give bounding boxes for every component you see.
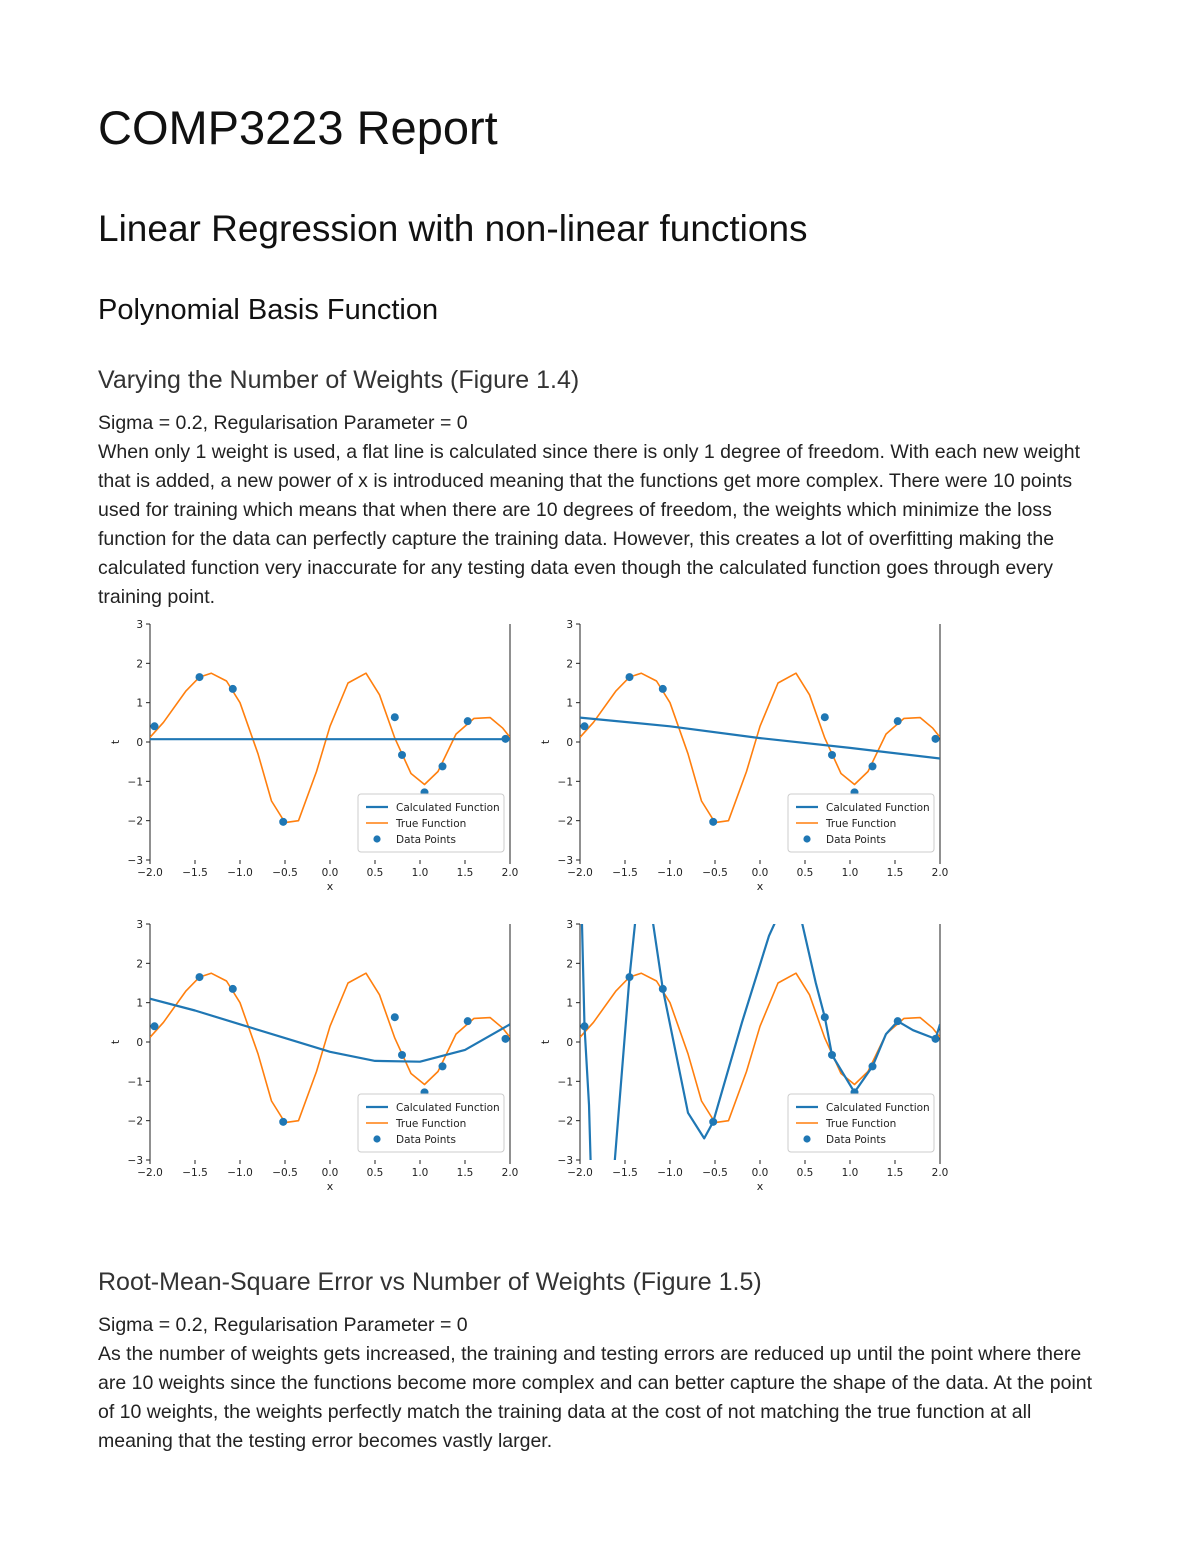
x-tick-label: 0.0	[321, 867, 339, 879]
data-point	[932, 735, 940, 743]
data-point	[869, 762, 877, 770]
x-tick-label: −2.0	[567, 1167, 593, 1179]
paragraph-rms: As the number of weights gets increased, the training and testing errors are reduced up until the point where there are 10 weights since the functions become more complex and can better capture the shape of the data. At the point of 10 weights, the weights perfectly match the training data at the cost of not matching the true function at all meaning that the testing error becomes vastly larger.	[98, 1343, 1093, 1452]
chart-weights-2	[530, 612, 960, 902]
x-tick-label: 1.5	[886, 1167, 904, 1179]
x-tick-label: 0.5	[366, 867, 384, 879]
data-point	[196, 673, 204, 681]
x-tick-label: 2.0	[931, 1167, 949, 1179]
x-tick-label: 1.5	[456, 867, 474, 879]
y-tick-label: 0	[136, 737, 143, 749]
x-tick-label: −1.5	[612, 867, 638, 879]
legend-label: Calculated Function	[826, 1102, 930, 1114]
y-tick-label: −2	[557, 1115, 573, 1128]
x-tick-label: −1.5	[182, 867, 208, 879]
y-tick-label: −1	[557, 1076, 573, 1089]
x-tick-label: −2.0	[137, 867, 163, 879]
data-point	[151, 722, 159, 730]
data-point	[828, 1051, 836, 1059]
x-tick-label: 1.0	[411, 1167, 429, 1179]
x-tick-label: −1.0	[657, 867, 683, 879]
y-tick-label: 0	[566, 737, 573, 749]
data-point	[581, 722, 589, 730]
x-tick-label: 1.0	[841, 1167, 859, 1179]
y-tick-label: 1	[566, 697, 573, 710]
data-point	[151, 1022, 159, 1030]
legend-swatch-points	[373, 1135, 380, 1142]
params-weights: Sigma = 0.2, Regularisation Parameter = 0	[98, 412, 468, 434]
y-tick-label: 3	[566, 919, 573, 931]
chart-weights-4	[530, 912, 960, 1202]
legend-swatch-points	[803, 835, 810, 842]
document-title: COMP3223 Report	[98, 101, 498, 154]
data-point	[869, 1062, 877, 1070]
data-point	[391, 1013, 399, 1021]
y-tick-label: −3	[127, 855, 143, 867]
data-point	[659, 985, 667, 993]
x-tick-label: −2.0	[567, 867, 593, 879]
heading-varying-weights: Varying the Number of Weights (Figure 1.4)	[98, 366, 580, 394]
y-tick-label: −2	[557, 815, 573, 828]
legend-label: True Function	[826, 818, 897, 830]
data-point	[932, 1035, 940, 1043]
y-tick-label: −3	[557, 1155, 573, 1167]
heading-rms: Root-Mean-Square Error vs Number of Weights (Figure 1.5)	[98, 1268, 762, 1296]
x-tick-label: 0.0	[751, 1167, 769, 1179]
legend-label: True Function	[826, 1118, 897, 1130]
x-tick-label: −1.0	[227, 1167, 253, 1179]
data-point	[659, 685, 667, 693]
data-point	[821, 713, 829, 721]
x-tick-label: 2.0	[501, 867, 519, 879]
x-tick-label: 1.0	[411, 867, 429, 879]
data-point	[709, 818, 717, 826]
x-axis-label: x	[756, 1180, 764, 1193]
x-tick-label: 0.0	[751, 867, 769, 879]
x-tick-label: −0.5	[702, 867, 728, 879]
y-tick-label: 0	[136, 1037, 143, 1049]
chart-weights-3	[100, 912, 530, 1202]
x-tick-label: 0.5	[796, 867, 814, 879]
y-tick-label: −1	[127, 776, 143, 789]
y-axis-label: t	[539, 739, 552, 745]
x-tick-label: −0.5	[702, 1167, 728, 1179]
legend-label: Calculated Function	[826, 802, 930, 814]
data-point	[894, 1017, 902, 1025]
x-axis-label: x	[326, 880, 334, 893]
x-axis-label: x	[756, 880, 764, 893]
x-tick-label: −1.0	[657, 1167, 683, 1179]
legend-label: Data Points	[396, 1134, 456, 1146]
data-point	[821, 1013, 829, 1021]
legend-label: Data Points	[396, 834, 456, 846]
x-tick-label: 1.5	[456, 1167, 474, 1179]
x-tick-label: 2.0	[931, 867, 949, 879]
data-point	[464, 717, 472, 725]
data-point	[279, 1118, 287, 1126]
y-tick-label: 0	[566, 1037, 573, 1049]
params-rms: Sigma = 0.2, Regularisation Parameter = 0	[98, 1314, 468, 1336]
x-tick-label: −1.5	[182, 1167, 208, 1179]
x-tick-label: 0.0	[321, 1167, 339, 1179]
x-tick-label: 0.5	[796, 1167, 814, 1179]
y-axis-label: t	[109, 1039, 122, 1045]
legend-label: Calculated Function	[396, 1102, 500, 1114]
x-tick-label: 1.0	[841, 867, 859, 879]
y-tick-label: −3	[557, 855, 573, 867]
calculated-function-line	[580, 718, 940, 759]
data-point	[391, 713, 399, 721]
y-axis-label: t	[109, 739, 122, 745]
y-tick-label: −2	[127, 815, 143, 828]
data-point	[502, 735, 510, 743]
x-tick-label: 0.5	[366, 1167, 384, 1179]
data-point	[398, 1051, 406, 1059]
paragraph-weights: When only 1 weight is used, a flat line is calculated since there is only 1 degree of freedom. With each new weight that is added, a new power of x is introduced meaning that the functions get more complex. There were 10 points used for training which means that when there are 10 degrees of freedom, the weights which minimize the loss function for the data can perfectly capture the training data. However, this creates a lot of overfitting making the calculated function very inaccurate for any testing data even though the calculated function goes through every training point.	[98, 441, 1081, 608]
x-tick-label: −0.5	[272, 867, 298, 879]
x-tick-label: −0.5	[272, 1167, 298, 1179]
y-tick-label: 3	[566, 619, 573, 631]
chart-weights-1	[100, 612, 530, 902]
legend-label: Data Points	[826, 1134, 886, 1146]
x-tick-label: −1.0	[227, 867, 253, 879]
figure-1-4	[100, 612, 960, 1212]
data-point	[229, 685, 237, 693]
data-point	[828, 751, 836, 759]
calculated-function-line	[150, 999, 510, 1062]
y-tick-label: 1	[566, 997, 573, 1010]
legend-label: True Function	[396, 1118, 467, 1130]
legend-swatch-points	[803, 1135, 810, 1142]
y-tick-label: 3	[136, 619, 143, 631]
x-axis-label: x	[326, 1180, 334, 1193]
data-point	[196, 973, 204, 981]
data-point	[581, 1022, 589, 1030]
y-tick-label: 1	[136, 997, 143, 1010]
subsection-heading: Polynomial Basis Function	[98, 294, 439, 326]
y-tick-label: −2	[127, 1115, 143, 1128]
y-tick-label: 2	[566, 658, 573, 671]
data-point	[398, 751, 406, 759]
y-tick-label: 2	[136, 958, 143, 971]
data-point	[626, 673, 634, 681]
x-tick-label: −2.0	[137, 1167, 163, 1179]
data-point	[464, 1017, 472, 1025]
y-tick-label: 2	[136, 658, 143, 671]
section-heading: Linear Regression with non-linear functions	[98, 208, 808, 249]
y-tick-label: −1	[557, 776, 573, 789]
x-tick-label: 1.5	[886, 867, 904, 879]
data-point	[626, 973, 634, 981]
data-point	[229, 985, 237, 993]
y-tick-label: 3	[136, 919, 143, 931]
data-point	[894, 717, 902, 725]
legend-label: True Function	[396, 818, 467, 830]
y-tick-label: −1	[127, 1076, 143, 1089]
y-axis-label: t	[539, 1039, 552, 1045]
data-point	[439, 762, 447, 770]
y-tick-label: −3	[127, 1155, 143, 1167]
data-point	[279, 818, 287, 826]
data-point	[502, 1035, 510, 1043]
legend-label: Calculated Function	[396, 802, 500, 814]
y-tick-label: 2	[566, 958, 573, 971]
data-point	[709, 1118, 717, 1126]
x-tick-label: −1.5	[612, 1167, 638, 1179]
x-tick-label: 2.0	[501, 1167, 519, 1179]
data-point	[439, 1062, 447, 1070]
y-tick-label: 1	[136, 697, 143, 710]
legend-swatch-points	[373, 835, 380, 842]
legend-label: Data Points	[826, 834, 886, 846]
